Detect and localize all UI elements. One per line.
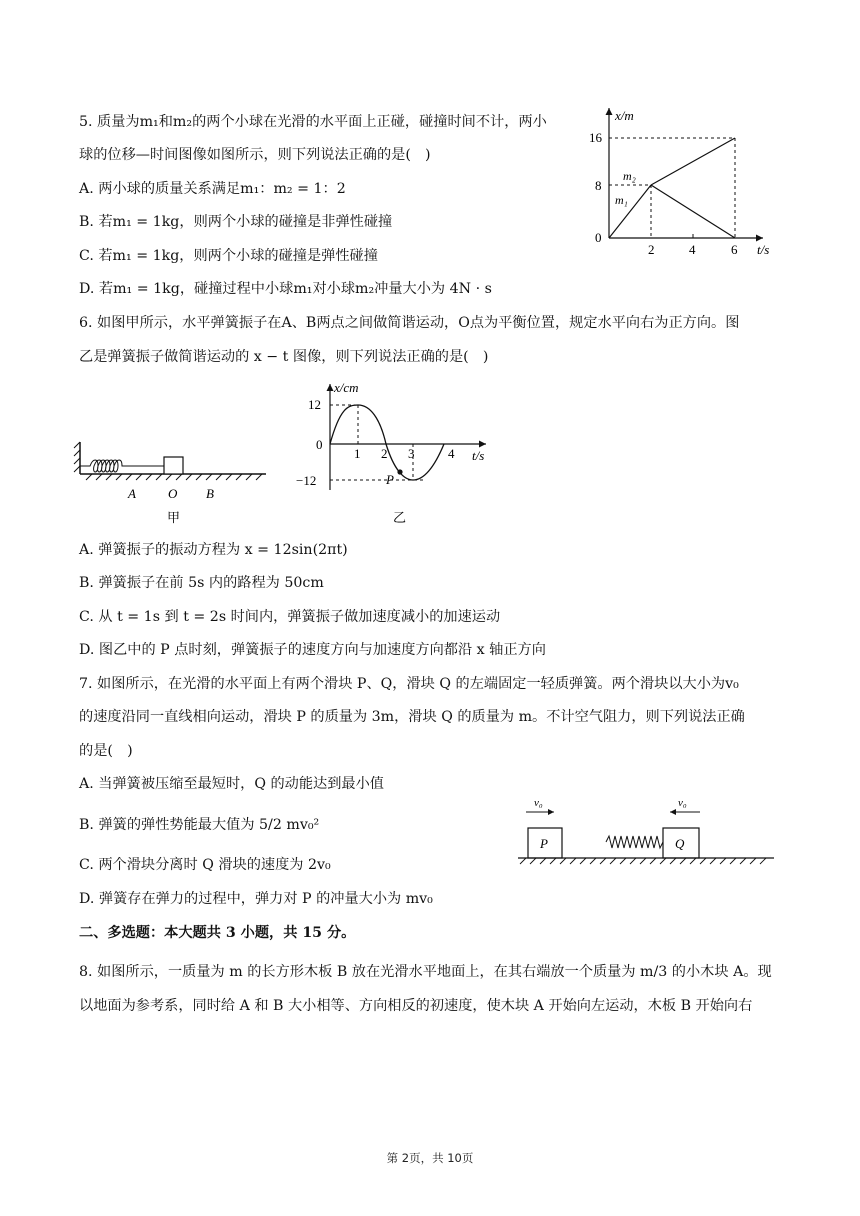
q7-block-p-label: P — [540, 836, 548, 851]
q7-stem-line3: 的是( ) — [79, 743, 133, 759]
q6-caption-jia: 甲 — [167, 510, 181, 525]
q7-stem-line2: 的速度沿同一直线相向运动，滑块 P 的质量为 3m，滑块 Q 的质量为 m。不计空气阻力，则下列说法正确 — [79, 709, 745, 725]
q5-option-b: B. 若m₁ = 1kg，则两个小球的碰撞是非弹性碰撞 — [79, 214, 393, 230]
q6-wall-hatch — [74, 442, 80, 472]
q5-after-up — [651, 138, 735, 185]
q6g-x-tick-1: 1 — [354, 446, 361, 461]
q6g-point-p-label: P — [386, 472, 394, 487]
q8-stem-line1: 8. 如图所示，一质量为 m 的长方形木板 B 放在光滑水平地面上，在其右端放一个质量为 m/3 的小木块 A。现 — [79, 964, 772, 980]
q8-stem-line2: 以地面为参考系，同时给 A 和 B 大小相等、方向相反的初速度，使木块 A 开始向左运动，木板 B 开始向右 — [79, 998, 753, 1014]
q6g-point-p — [397, 469, 402, 474]
q7-blocks-figure — [512, 792, 782, 872]
q6g-y-tick-12: 12 — [308, 397, 321, 412]
q5-stem-line2: 球的位移—时间图像如图所示，则下列说法正确的是( ) — [79, 147, 431, 163]
q5-y-axis-label: x/m — [615, 108, 634, 123]
q6-floor-hatch — [86, 474, 262, 480]
q6g-y-tick-neg12: −12 — [296, 473, 317, 488]
q7-option-b: B. 弹簧的弹性势能最大值为 5/2 mv₀² — [79, 817, 320, 833]
q7-floor-hatch — [520, 858, 766, 864]
q6-option-d: D. 图乙中的 P 点时刻，弹簧振子的速度方向与加速度方向都沿 x 轴正方向 — [79, 642, 546, 658]
q6g-y-axis-label: x/cm — [334, 380, 359, 395]
q5-option-d: D. 若m₁ = 1kg，碰撞过程中小球m₁对小球m₂冲量大小为 4N · s — [79, 281, 492, 297]
q5-x-tick-4: 4 — [689, 242, 696, 257]
q5-y-tick-0: 0 — [595, 230, 602, 245]
q6-stem-line2: 乙是弹簧振子做简谐运动的 x − t 图像，则下列说法正确的是( ) — [79, 349, 489, 365]
q6g-sine-curve — [330, 405, 444, 480]
q7-spring — [606, 836, 663, 848]
q7-v-right-label: v₀ — [678, 797, 687, 809]
q7-v-left-label: v₀ — [534, 797, 543, 809]
q6g-x-tick-3: 3 — [408, 446, 415, 461]
q6g-x-axis-label: t/s — [472, 448, 485, 463]
q6-label-b: B — [206, 486, 214, 501]
q5-xt-graph — [585, 100, 785, 260]
q5-x-tick-6: 6 — [731, 242, 738, 257]
q5-option-c: C. 若m₁ = 1kg，则两个小球的碰撞是弹性碰撞 — [79, 248, 378, 264]
q6-option-c: C. 从 t = 1s 到 t = 2s 时间内，弹簧振子做加速度减小的加速运动 — [79, 609, 501, 625]
q6-spring — [80, 460, 164, 472]
q6-stem-line1: 6. 如图甲所示，水平弹簧振子在A、B两点之间做简谐运动，O点为平衡位置，规定水平向右为正方向。图 — [79, 315, 740, 331]
q7-option-d: D. 弹簧存在弹力的过程中，弹力对 P 的冲量大小为 mv₀ — [79, 891, 433, 907]
q6-label-a: A — [128, 486, 136, 501]
q6g-y-tick-0: 0 — [316, 437, 323, 452]
q6-block — [164, 457, 183, 474]
q7-stem-line1: 7. 如图所示，在光滑的水平面上有两个滑块 P、Q，滑块 Q 的左端固定一轻质弹簧。两个滑块以大小为v₀ — [79, 676, 739, 692]
q5-m2-label: m₂ — [623, 169, 636, 183]
section-heading-multiple-choice: 二、多选题：本大题共 3 小题，共 15 分。 — [79, 925, 356, 941]
q6-spring-figure — [72, 430, 272, 530]
q7-option-c: C. 两个滑块分离时 Q 滑块的速度为 2v₀ — [79, 857, 331, 873]
q5-after-down — [651, 185, 735, 238]
q5-option-a: A. 两小球的质量关系满足m₁：m₂ = 1：2 — [79, 181, 346, 197]
q6g-x-tick-4: 4 — [448, 446, 455, 461]
q6-xt-graph — [288, 378, 508, 528]
q7-block-q-label: Q — [675, 836, 685, 851]
q5-x-axis-label: t/s — [757, 242, 770, 257]
q6-label-o: O — [168, 486, 178, 501]
q6g-x-tick-2: 2 — [381, 446, 388, 461]
q6-option-a: A. 弹簧振子的振动方程为 x = 12sin(2πt) — [79, 542, 348, 558]
q5-m1-label: m₁ — [615, 193, 628, 207]
q7-option-a: A. 当弹簧被压缩至最短时，Q 的动能达到最小值 — [79, 776, 384, 792]
q6g-caption-yi: 乙 — [393, 510, 407, 525]
page-footer: 第 2页，共 10页 — [386, 1151, 474, 1165]
q5-y-tick-16: 16 — [589, 130, 602, 145]
q5-stem-line1: 5. 质量为m₁和m₂的两个小球在光滑的水平面上正碰，碰撞时间不计，两小 — [79, 114, 547, 130]
q6-option-b: B. 弹簧振子在前 5s 内的路程为 50cm — [79, 575, 324, 591]
q5-y-tick-8: 8 — [595, 178, 602, 193]
q5-x-tick-2: 2 — [648, 242, 655, 257]
